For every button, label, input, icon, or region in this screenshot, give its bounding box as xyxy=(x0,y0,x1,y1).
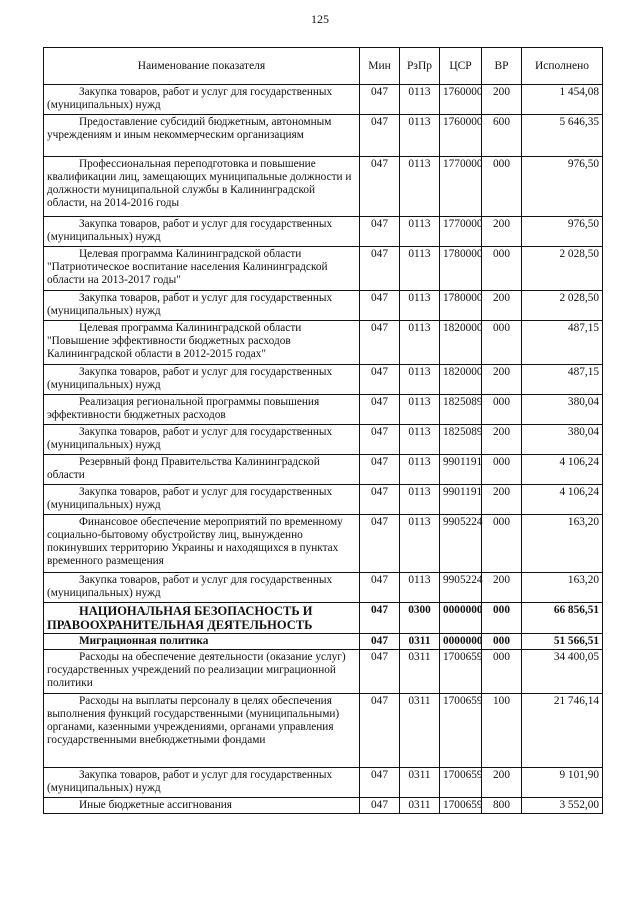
row-csr: 1760000 xyxy=(440,115,482,157)
row-rzpr: 0113 xyxy=(400,365,440,395)
row-csr: 0000000 xyxy=(440,634,482,650)
row-name: Закупка товаров, работ и услуг для государственных (муниципальных) нужд xyxy=(44,291,360,321)
row-vr: 100 xyxy=(482,694,522,768)
col-header-name: Наименование показателя xyxy=(44,48,360,85)
row-done: 976,50 xyxy=(522,217,603,247)
table-row xyxy=(44,425,603,455)
row-done: 380,04 xyxy=(522,425,603,455)
row-name: Предоставление субсидий бюджетным, автономным учреждениям и иным некоммерческим организациям xyxy=(44,115,360,157)
row-vr: 000 xyxy=(482,157,522,217)
row-csr: 1760000 xyxy=(440,85,482,115)
row-csr: 9901191 xyxy=(440,485,482,515)
row-min: 047 xyxy=(360,365,400,395)
col-header-done: Исполнено xyxy=(522,48,603,85)
table-row xyxy=(44,634,603,650)
table-row xyxy=(44,365,603,395)
row-vr: 200 xyxy=(482,85,522,115)
row-name: Миграционная политика xyxy=(44,634,360,650)
row-name: Закупка товаров, работ и услуг для государственных (муниципальных) нужд xyxy=(44,85,360,115)
row-rzpr: 0113 xyxy=(400,157,440,217)
row-vr: 600 xyxy=(482,115,522,157)
col-header-vr: ВР xyxy=(482,48,522,85)
table-row xyxy=(44,515,603,573)
row-done: 51 566,51 xyxy=(522,634,603,650)
table-row xyxy=(44,85,603,115)
col-header-csr: ЦСР xyxy=(440,48,482,85)
row-min: 047 xyxy=(360,768,400,798)
row-rzpr: 0113 xyxy=(400,425,440,455)
row-rzpr: 0113 xyxy=(400,573,440,603)
row-rzpr: 0113 xyxy=(400,485,440,515)
row-rzpr: 0113 xyxy=(400,85,440,115)
row-vr: 000 xyxy=(482,650,522,694)
row-name: Финансовое обеспечение мероприятий по временному социально-бытовому обустройству лиц, вынужденно покинувших территорию Украины и находящихся в пунктах временного размещения xyxy=(44,515,360,573)
row-vr: 000 xyxy=(482,395,522,425)
row-vr: 000 xyxy=(482,603,522,634)
row-vr: 800 xyxy=(482,798,522,814)
row-csr: 9905224 xyxy=(440,573,482,603)
row-name: Закупка товаров, работ и услуг для государственных (муниципальных) нужд xyxy=(44,485,360,515)
row-name: Закупка товаров, работ и услуг для государственных (муниципальных) нужд xyxy=(44,768,360,798)
row-vr: 200 xyxy=(482,291,522,321)
row-rzpr: 0113 xyxy=(400,395,440,425)
row-rzpr: 0113 xyxy=(400,455,440,485)
row-done: 163,20 xyxy=(522,515,603,573)
row-name: Закупка товаров, работ и услуг для государственных (муниципальных) нужд xyxy=(44,365,360,395)
row-done: 380,04 xyxy=(522,395,603,425)
row-min: 047 xyxy=(360,291,400,321)
row-rzpr: 0311 xyxy=(400,694,440,768)
row-done: 163,20 xyxy=(522,573,603,603)
row-name: Резервный фонд Правительства Калининградской области xyxy=(44,455,360,485)
table-row xyxy=(44,768,603,798)
row-min: 047 xyxy=(360,217,400,247)
row-csr: 1700659 xyxy=(440,694,482,768)
table-row xyxy=(44,247,603,291)
row-vr: 200 xyxy=(482,365,522,395)
row-csr: 1820000 xyxy=(440,321,482,365)
row-rzpr: 0113 xyxy=(400,115,440,157)
row-csr: 0000000 xyxy=(440,603,482,634)
row-rzpr: 0113 xyxy=(400,291,440,321)
table-row xyxy=(44,217,603,247)
row-done: 34 400,05 xyxy=(522,650,603,694)
row-min: 047 xyxy=(360,115,400,157)
row-done: 4 106,24 xyxy=(522,485,603,515)
row-min: 047 xyxy=(360,321,400,365)
row-csr: 1820000 xyxy=(440,365,482,395)
page-number: 125 xyxy=(311,12,329,26)
row-csr: 1700659 xyxy=(440,798,482,814)
row-name: Целевая программа Калининградской области "Повышение эффективности бюджетных расходов Калининградской области в 2012-2015 годах" xyxy=(44,321,360,365)
row-done: 487,15 xyxy=(522,365,603,395)
row-done: 3 552,00 xyxy=(522,798,603,814)
table-row xyxy=(44,157,603,217)
row-rzpr: 0113 xyxy=(400,247,440,291)
row-name: Расходы на выплаты персоналу в целях обеспечения выполнения функций государственными (муниципальными) органами, казенными учреждениями, органами управления государственными внебюджетными фондами xyxy=(44,694,360,768)
row-vr: 000 xyxy=(482,515,522,573)
col-header-rzpr: РзПр xyxy=(400,48,440,85)
row-vr: 200 xyxy=(482,217,522,247)
budget-table xyxy=(43,47,603,814)
row-name: Закупка товаров, работ и услуг для государственных (муниципальных) нужд xyxy=(44,425,360,455)
row-rzpr: 0300 xyxy=(400,603,440,634)
row-name: Иные бюджетные ассигнования xyxy=(44,798,360,814)
row-vr: 200 xyxy=(482,485,522,515)
row-name: Закупка товаров, работ и услуг для государственных (муниципальных) нужд xyxy=(44,217,360,247)
row-vr: 000 xyxy=(482,247,522,291)
table-row xyxy=(44,603,603,634)
table-row xyxy=(44,291,603,321)
row-min: 047 xyxy=(360,157,400,217)
row-done: 1 454,08 xyxy=(522,85,603,115)
table-row xyxy=(44,650,603,694)
row-vr: 200 xyxy=(482,768,522,798)
row-csr: 9901191 xyxy=(440,455,482,485)
row-rzpr: 0311 xyxy=(400,634,440,650)
row-min: 047 xyxy=(360,603,400,634)
row-min: 047 xyxy=(360,247,400,291)
row-rzpr: 0113 xyxy=(400,515,440,573)
row-csr: 1770000 xyxy=(440,157,482,217)
row-name: Расходы на обеспечение деятельности (оказание услуг) государственных учреждений по реализации миграционной политики xyxy=(44,650,360,694)
table-row xyxy=(44,455,603,485)
row-min: 047 xyxy=(360,634,400,650)
row-done: 2 028,50 xyxy=(522,291,603,321)
row-vr: 000 xyxy=(482,321,522,365)
row-min: 047 xyxy=(360,485,400,515)
row-csr: 1770000 xyxy=(440,217,482,247)
row-name: Закупка товаров, работ и услуг для государственных (муниципальных) нужд xyxy=(44,573,360,603)
row-csr: 1700659 xyxy=(440,650,482,694)
table-row xyxy=(44,694,603,768)
row-csr: 1780000 xyxy=(440,291,482,321)
table-header-row xyxy=(44,48,603,85)
row-rzpr: 0113 xyxy=(400,217,440,247)
table-row xyxy=(44,485,603,515)
row-done: 66 856,51 xyxy=(522,603,603,634)
row-done: 2 028,50 xyxy=(522,247,603,291)
row-min: 047 xyxy=(360,455,400,485)
row-done: 4 106,24 xyxy=(522,455,603,485)
row-done: 9 101,90 xyxy=(522,768,603,798)
row-min: 047 xyxy=(360,573,400,603)
row-vr: 200 xyxy=(482,425,522,455)
row-min: 047 xyxy=(360,694,400,768)
row-min: 047 xyxy=(360,650,400,694)
row-rzpr: 0311 xyxy=(400,768,440,798)
row-done: 976,50 xyxy=(522,157,603,217)
row-done: 487,15 xyxy=(522,321,603,365)
table-row xyxy=(44,321,603,365)
row-min: 047 xyxy=(360,85,400,115)
row-name: Реализация региональной программы повышения эффективности бюджетных расходов xyxy=(44,395,360,425)
table-row xyxy=(44,798,603,814)
table-row xyxy=(44,395,603,425)
row-name: Целевая программа Калининградской области "Патриотическое воспитание населения Калининградской области на 2013-2017 годы" xyxy=(44,247,360,291)
row-csr: 1825089 xyxy=(440,425,482,455)
row-name: НАЦИОНАЛЬНАЯ БЕЗОПАСНОСТЬ И ПРАВООХРАНИТЕЛЬНАЯ ДЕЯТЕЛЬНОСТЬ xyxy=(44,603,360,634)
row-vr: 000 xyxy=(482,634,522,650)
row-csr: 1825089 xyxy=(440,395,482,425)
row-min: 047 xyxy=(360,395,400,425)
row-rzpr: 0113 xyxy=(400,321,440,365)
row-name: Профессиональная переподготовка и повышение квалификации лиц, замещающих муниципальные должности и должности муниципальной службы в Калининградской области, на 2014-2016 годы xyxy=(44,157,360,217)
row-vr: 000 xyxy=(482,455,522,485)
row-done: 5 646,35 xyxy=(522,115,603,157)
table-row xyxy=(44,115,603,157)
row-vr: 200 xyxy=(482,573,522,603)
row-min: 047 xyxy=(360,515,400,573)
row-rzpr: 0311 xyxy=(400,798,440,814)
table-row xyxy=(44,573,603,603)
col-header-min: Мин xyxy=(360,48,400,85)
row-csr: 1700659 xyxy=(440,768,482,798)
row-done: 21 746,14 xyxy=(522,694,603,768)
row-csr: 1780000 xyxy=(440,247,482,291)
row-min: 047 xyxy=(360,425,400,455)
row-csr: 9905224 xyxy=(440,515,482,573)
row-min: 047 xyxy=(360,798,400,814)
row-rzpr: 0311 xyxy=(400,650,440,694)
